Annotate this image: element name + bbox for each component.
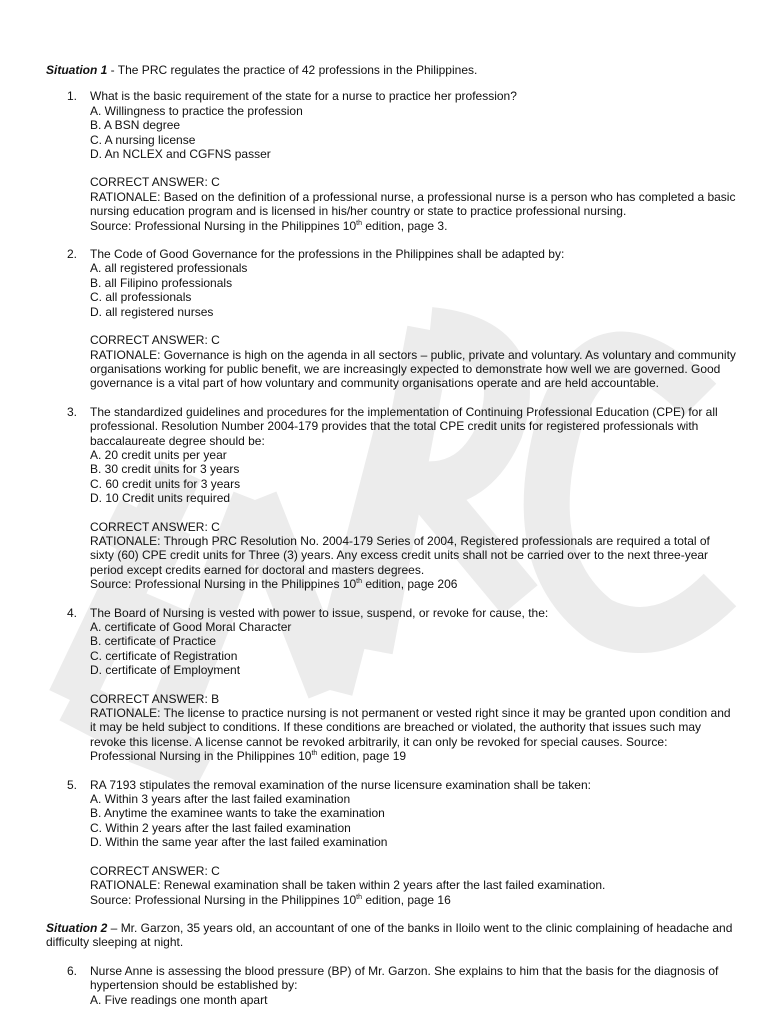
question-text: Nurse Anne is assessing the blood pressure (BP) of Mr. Garzon. She explains to him that the basis for the diagnosis of hypertension should be established by: — [90, 963, 719, 993]
question-text: The Board of Nursing is vested with power to issue, suspend, or revoke for cause, the: — [90, 605, 549, 620]
situation-1-separator: - — [107, 63, 118, 77]
source-line — [90, 577, 736, 591]
situation-1-text: The PRC regulates the practice of 42 professions in the Philippines. — [117, 63, 478, 77]
option-b: B. Anytime the examinee wants to take the examination — [90, 806, 385, 821]
option-b: B. all Filipino professionals — [90, 275, 233, 290]
option-a: A. Five readings one month apart — [90, 992, 268, 1007]
rationale — [90, 706, 736, 764]
option-c: C. all professionals — [90, 290, 192, 305]
rationale: RATIONALE: Through PRC Resolution No. 2004-179 Series of 2004, Registered professionals are required a total of sixty (60) CPE credit units for Three (3) years. Any excess credit units shall not be carried over to the next three-year period except credits earned for doctoral and masters degrees. — [90, 533, 710, 577]
option-d: D. 10 Credit units required — [90, 491, 231, 506]
option-d: D. Within the same year after the last failed examination — [90, 835, 388, 850]
option-c: C. certificate of Registration — [90, 648, 238, 663]
source-line — [90, 219, 736, 233]
source-line — [90, 893, 736, 907]
rationale: RATIONALE: Governance is high on the agenda in all sectors – public, private and voluntary. As voluntary and community organisations working for public benefit, we are increasingly expected to demonstrate how well we are governed. Good governance is a vital part of how voluntary and community organisations operate and are held accountable. — [90, 347, 736, 391]
situation-2-text: Mr. Garzon, 35 years old, an accountant of one of the banks in Iloilo went to the clinic complaining of headache and difficulty sleeping at night. — [46, 920, 733, 950]
source-text: Source: Professional Nursing in the Philippines 10 — [90, 218, 357, 233]
question-text: The Code of Good Governance for the professions in the Philippines shall be adapted by: — [90, 247, 565, 262]
option-d: D. certificate of Employment — [90, 663, 241, 678]
option-a: A. 20 credit units per year — [90, 447, 227, 462]
correct-answer: CORRECT ANSWER: C — [90, 175, 220, 190]
source-text: Source: Professional Nursing in the Philippines 10 — [90, 892, 357, 907]
option-a: A. Willingness to practice the profession — [90, 103, 303, 118]
source-text-end: edition, page 3. — [362, 218, 448, 233]
rationale-text: RATIONALE: The license to practice nursing is not permanent or vested right since it may be granted upon condition and it may be held subject to conditions. If these conditions are breached or violated, the authority that issues such may revoke this license. A license cannot be revoked arbitrarily, it can only be revoked for special causes. Source: Professional Nursing in the Philippines 10 — [90, 706, 731, 764]
option-c: C. A nursing license — [90, 132, 196, 147]
option-c: C. 60 credit units for 3 years — [90, 476, 241, 491]
rationale-superscript: th — [311, 750, 318, 758]
question-5 — [46, 778, 736, 907]
option-b: B. 30 credit units for 3 years — [90, 462, 240, 477]
question-number: 3. — [67, 404, 78, 419]
question-text: The standardized guidelines and procedures for the implementation of Continuing Professional Education (CPE) for all professional. Resolution Number 2004-179 provides that the total CPE credit units for registered professionals with baccalaureate degree should be: — [90, 404, 718, 448]
question-number: 4. — [67, 605, 78, 620]
question-list-situation-2 — [46, 964, 736, 1007]
question-2 — [46, 247, 736, 391]
option-d: D. An NCLEX and CGFNS passer — [90, 147, 271, 162]
correct-answer: CORRECT ANSWER: C — [90, 519, 220, 534]
situation-2-separator: – — [107, 920, 121, 935]
source-superscript: th — [356, 893, 362, 901]
source-text-end: edition, page 206 — [362, 577, 458, 592]
question-list-situation-1 — [46, 89, 736, 907]
source-text: Source: Professional Nursing in the Philippines 10 — [90, 577, 357, 592]
option-b: B. certificate of Practice — [90, 634, 217, 649]
rationale-text-end: edition, page 19 — [317, 749, 407, 764]
situation-1-intro — [46, 63, 736, 77]
situation-2-intro — [46, 921, 736, 950]
question-number: 1. — [67, 89, 78, 104]
option-b: B. A BSN degree — [90, 118, 181, 133]
question-number: 6. — [67, 963, 78, 978]
question-text: What is the basic requirement of the state for a nurse to practice her profession? — [90, 89, 517, 104]
question-text: RA 7193 stipulates the removal examination of the nurse licensure examination shall be taken: — [90, 777, 591, 792]
option-a: A. certificate of Good Moral Character — [90, 620, 292, 634]
situation-1-label: Situation 1 — [46, 63, 108, 77]
correct-answer: CORRECT ANSWER: C — [90, 333, 220, 348]
situation-2-label: Situation 2 — [46, 920, 108, 935]
option-d: D. all registered nurses — [90, 304, 214, 319]
rationale: RATIONALE: Based on the definition of a professional nurse, a professional nurse is a person who has completed a basic nursing education program and is licensed in his/her country or state to practice professional nursing. — [90, 189, 736, 219]
source-superscript: th — [356, 219, 362, 227]
option-a: A. Within 3 years after the last failed examination — [90, 792, 351, 807]
question-number: 5. — [67, 777, 78, 792]
correct-answer: CORRECT ANSWER: C — [90, 863, 220, 878]
correct-answer: CORRECT ANSWER: B — [90, 691, 220, 706]
option-c: C. Within 2 years after the last failed examination — [90, 820, 351, 835]
source-superscript: th — [356, 578, 362, 586]
question-1 — [46, 89, 736, 233]
option-a: A. all registered professionals — [90, 261, 248, 276]
rationale: RATIONALE: Renewal examination shall be taken within 2 years after the last failed examination. — [90, 878, 606, 893]
document-page — [46, 63, 736, 1021]
source-text-end: edition, page 16 — [362, 892, 451, 907]
question-6 — [46, 964, 736, 1007]
question-3 — [46, 405, 736, 592]
question-4 — [46, 606, 736, 764]
question-number: 2. — [67, 247, 78, 262]
